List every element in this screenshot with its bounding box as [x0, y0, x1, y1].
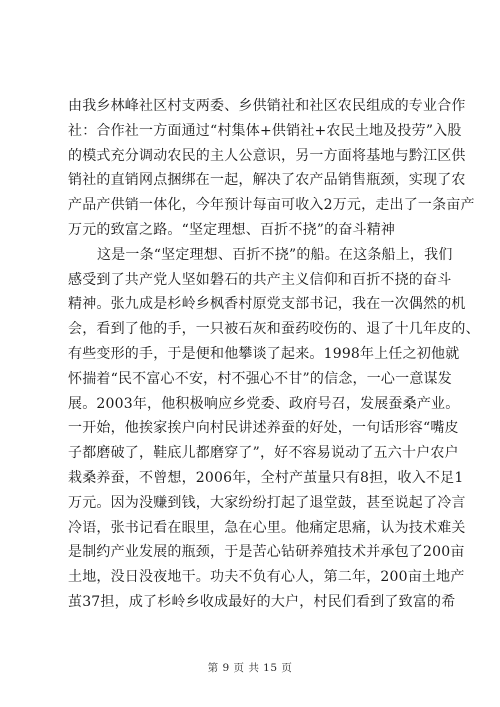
text-line: 感受到了共产党人坚如磐石的共产主义信仰和百折不挠的奋斗	[68, 271, 452, 288]
text-line: 冷语，张书记看在眼里，急在心里。他痛定思痛，认为技术难关	[68, 519, 466, 536]
text-line: 万元的致富之路。“坚定理想、百折不挠”的奋斗精神	[68, 221, 396, 238]
text-line: 万元。因为没赚到钱，大家纷纷打起了退堂鼓，甚至说起了冷言	[68, 494, 466, 511]
text-line: 产品产供销一体化，今年预计每亩可收入2万元，走出了一条亩产	[68, 197, 475, 214]
text-line: 销社的直销网点捆绑在一起，解决了农产品销售瓶颈，实现了农	[68, 172, 466, 189]
text-line: 茧37担，成了杉岭乡收成最好的大户，村民们看到了致富的希	[68, 593, 456, 610]
text-line: 由我乡林峰社区村支两委、乡供销社和社区农民组成的专业合作	[68, 98, 466, 114]
text-line: 一开始，他挨家挨户向村民讲述养蚕的好处，一句话形容“嘴皮	[68, 420, 459, 437]
text-line: 的模式充分调动农民的主人公意识，另一方面将基地与黔江区供	[68, 147, 466, 164]
page-number-footer: 第 9 页 共 15 页	[207, 662, 293, 674]
text-line: 是制约产业发展的瓶颈，于是苦心钻研养殖技术并承包了200亩	[68, 544, 465, 561]
text-line: 怀揣着“民不富心不安，村不强心不甘”的信念，一心一意谋发	[68, 370, 452, 387]
paragraph-first-line: 这是一条“坚定理想、百折不挠”的船。在这条船上，我们	[97, 246, 453, 263]
text-line: 栽桑养蚕，不曾想，2006年，全村产茧量只有8担，收入不足1	[68, 469, 464, 486]
text-line: 展。2003年，他积极响应乡党委、政府号召，发展蚕桑产业。	[68, 395, 460, 412]
body-text	[68, 94, 480, 615]
text-line: 社：合作社一方面通过“村集体+供销社+农民土地及投劳”入股	[68, 122, 462, 139]
text-line: 土地，没日没夜地干。功夫不负有心人，第二年，200亩土地产	[68, 569, 465, 586]
text-line: 子都磨破了，鞋底儿都磨穿了”，好不容易说动了五六十户农户	[68, 445, 459, 462]
text-line: 有些变形的手，于是便和他攀谈了起来。1998年上任之初他就	[68, 345, 460, 362]
text-line: 精神。张九成是杉岭乡枫香村原党支部书记，我在一次偶然的机	[68, 296, 466, 313]
text-line: 会，看到了他的手，一只被石灰和蚕药咬伤的、退了十几年皮的、	[68, 321, 480, 338]
